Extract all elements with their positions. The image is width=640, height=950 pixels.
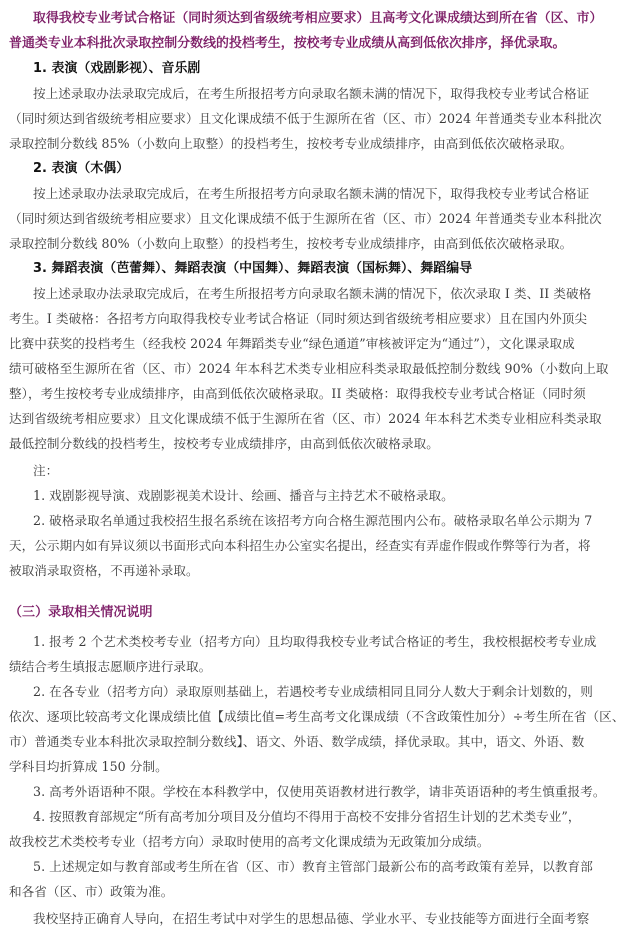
item3-line-1: 按上述录取办法录取完成后，在考生所报招考方向录取名额未满的情况下，依次录取 I 类、II 类破格 <box>33 286 592 301</box>
item3-line-5: 整），考生按校考专业成绩排序，由高到低依次破格录取。II 类破格：取得我校专业考试合格证（同时须 <box>9 386 586 401</box>
notes-label: 注： <box>33 463 59 478</box>
item1-line-3: 录取控制分数线 85%（小数向上取整）的投档考生，按校考专业成绩排序，由高到低依次破格录取。 <box>9 136 573 151</box>
note-line-4: 被取消录取资格，不再递补录取。 <box>9 563 199 578</box>
intro-line-2: 普通类专业本科批次录取控制分数线的投档考生，按校考专业成绩从高到低依次排序，择优录取。 <box>9 36 566 51</box>
item3-line-2: 考生。I 类破格：各招考方向取得我校专业考试合格证（同时须达到省级统考相应要求）且在国内外顶尖 <box>9 311 588 326</box>
section3-line-5: 市）普通类专业本科批次录取控制分数线】、语文、外语、数学成绩，择优录取。其中，语文、外语、数 <box>9 734 585 749</box>
item2-line-3: 录取控制分数线 80%（小数向上取整）的投档考生，按校考专业成绩排序，由高到低依次破格录取。 <box>9 236 573 251</box>
section3-line-6: 学科目均折算成 150 分制。 <box>9 759 168 774</box>
section3-line-3: 2. 在各专业（招考方向）录取原则基础上，若遇校考专业成绩相同且同分人数大于剩余计划数的，则 <box>33 684 593 699</box>
item3-line-4: 绩可破格至生源所在省（区、市）2024 年本科艺术类专业相应科类录取最低控制分数线 90%（小数向上取 <box>9 361 609 376</box>
item2-line-2: （同时须达到省级统考相应要求）且文化课成绩不低于生源所在省（区、市）2024 年普通类专业本科批次 <box>9 211 602 226</box>
item3-heading: 3. 舞蹈表演（芭蕾舞）、舞蹈表演（中国舞）、舞蹈表演（国标舞）、舞蹈编导 <box>33 261 473 276</box>
item3-line-7: 最低控制分数线的投档考生，按校考专业成绩排序，由高到低依次破格录取。 <box>9 436 439 451</box>
section3-line-11: 和各省（区、市）政策为准。 <box>9 884 174 899</box>
item2-heading: 2. 表演（木偶） <box>33 161 130 176</box>
item2-line-1: 按上述录取办法录取完成后，在考生所报招考方向录取名额未满的情况下，取得我校专业考试合格证 <box>33 186 590 201</box>
section3-line-7: 3. 高考外语语种不限。学校在本科教学中，仅使用英语教材进行教学，请非英语语种的考生慎重报考。 <box>33 784 606 799</box>
item1-line-2: （同时须达到省级统考相应要求）且文化课成绩不低于生源所在省（区、市）2024 年普通类专业本科批次 <box>9 111 602 126</box>
section3-line-8: 4. 按照教育部规定“所有高考加分项目及分值均不得用于高校不安排分省招生计划的艺术类专业”， <box>33 809 581 824</box>
section3-line-9: 故我校艺术类校考专业（招考方向）录取时使用的高考文化课成绩为无政策加分成绩。 <box>9 834 490 849</box>
section3-title: （三）录取相关情况说明 <box>9 605 153 620</box>
note-line-1: 1. 戏剧影视导演、戏剧影视美术设计、绘画、播音与主持艺术不破格录取。 <box>33 488 454 503</box>
section3-line-12: 我校坚持正确育人导向，在招生考试中对学生的思想品德、学业水平、专业技能等方面进行全面考察 <box>33 911 590 926</box>
item1-line-1: 按上述录取办法录取完成后，在考生所报招考方向录取名额未满的情况下，取得我校专业考试合格证 <box>33 86 590 101</box>
note-line-2: 2. 破格录取名单通过我校招生报名系统在该招考方向合格生源范围内公布。破格录取名单公示期为 7 <box>33 513 593 528</box>
item1-heading: 1. 表演（戏剧影视）、音乐剧 <box>33 61 201 76</box>
section3-line-2: 绩结合考生填报志愿顺序进行录取。 <box>9 659 212 674</box>
item3-line-6: 达到省级统考相应要求）且文化课成绩不低于生源所在省（区、市）2024 年本科艺术类专业相应科类录取 <box>9 411 602 426</box>
section3-line-10: 5. 上述规定如与教育部或考生所在省（区、市）教育主管部门最新公布的高考政策有差异，以教育部 <box>33 859 593 874</box>
intro-line-1: 取得我校专业考试合格证（同时须达到省级统考相应要求）且高考文化课成绩达到所在省（区、市） <box>33 11 603 26</box>
section3-line-1: 1. 报考 2 个艺术类校考专业（招考方向）且均取得我校专业考试合格证的考生，我校根据校考专业成 <box>33 634 597 649</box>
item3-line-3: 比赛中获奖的投档考生（经我校 2024 年舞蹈类专业“绿色通道”审核被评定为“通过”），文化课录取成 <box>9 336 575 351</box>
section3-line-4: 依次、逐项比较高考文化课成绩比值【成绩比值=考生高考文化课成绩（不含政策性加分）÷考生所在省（区、 <box>9 709 625 724</box>
note-line-3: 天，公示期内如有异议须以书面形式向本科招生办公室实名提出，经查实有弄虚作假或作弊等行为者，将 <box>9 538 591 553</box>
